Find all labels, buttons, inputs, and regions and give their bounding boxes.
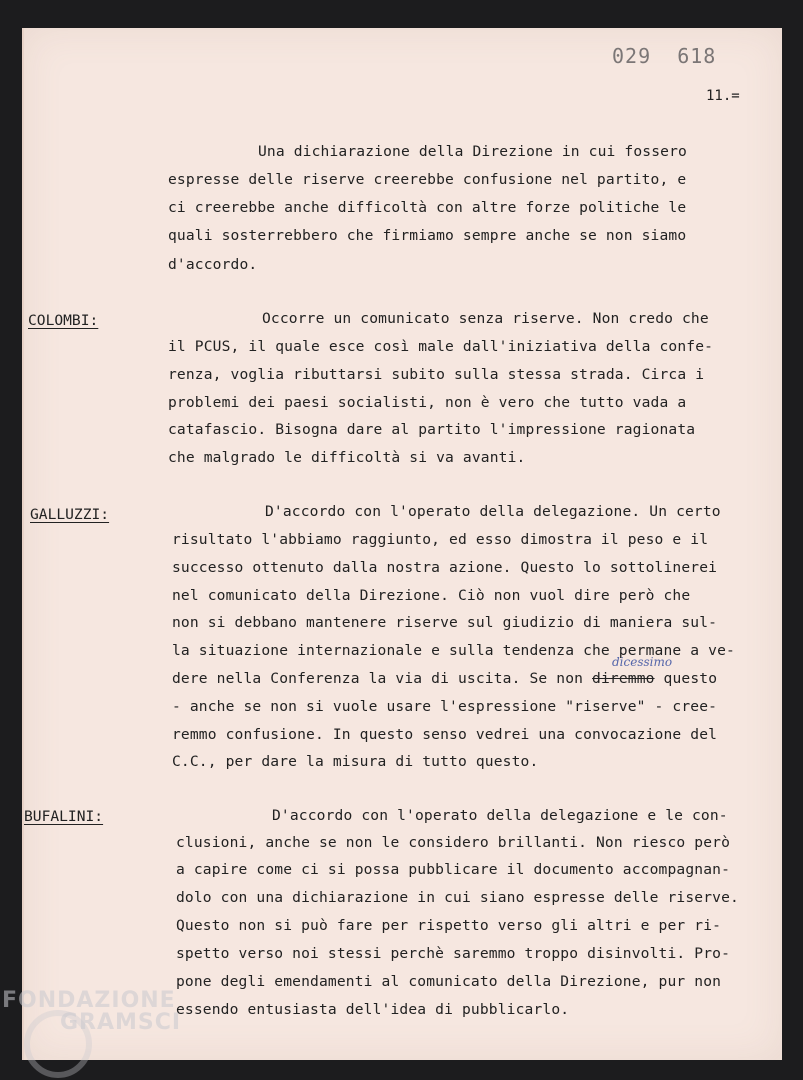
text-line: essendo entusiasta dell'idea di pubblicarlo. xyxy=(176,1001,570,1018)
handwritten-correction: dicessimo xyxy=(612,655,673,669)
text-line: d'accordo. xyxy=(168,256,258,273)
text-line: catafascio. Bisogna dare al partito l'impressione ragionata xyxy=(168,421,696,438)
text-line: risultato l'abbiamo raggiunto, ed esso dimostra il peso e il xyxy=(172,531,709,548)
text-line: che malgrado le difficoltà si va avanti. xyxy=(168,449,526,466)
text-segment: questo xyxy=(654,670,718,687)
speaker-label-galluzzi: GALLUZZI: xyxy=(30,506,110,523)
text-line: il PCUS, il quale esce così male dall'iniziativa della confe- xyxy=(168,338,714,355)
text-line: Occorre un comunicato senza riserve. Non credo che xyxy=(262,310,709,327)
text-line: D'accordo con l'operato della delegazione e le con- xyxy=(272,807,728,824)
text-segment: dere nella Conferenza la via di uscita. Se non xyxy=(172,670,593,687)
text-line: spetto verso noi stessi perchè saremmo troppo disinvolti. Pro- xyxy=(176,945,731,962)
page-number: 11.= xyxy=(706,88,740,104)
text-line xyxy=(172,670,717,687)
text-line: remmo confusione. In questo senso vedrei una convocazione del xyxy=(172,726,718,743)
text-line: successo ottenuto dalla nostra azione. Questo lo sottolinerei xyxy=(172,559,718,576)
text-line: a capire come ci si possa pubblicare il documento accompagnan- xyxy=(176,861,731,878)
archive-number: 029 618 xyxy=(612,44,717,68)
struck-word: diremmo xyxy=(592,670,655,687)
text-line: ci creerebbe anche difficoltà con altre forze politiche le xyxy=(168,199,687,216)
speaker-label-colombi: COLOMBI: xyxy=(28,312,99,329)
text-line: espresse delle riserve creerebbe confusione nel partito, e xyxy=(168,171,687,188)
text-line: problemi dei paesi socialisti, non è vero che tutto vada a xyxy=(168,394,687,411)
text-line: D'accordo con l'operato della delegazione. Un certo xyxy=(265,503,721,520)
text-line: dolo con una dichiarazione in cui siano espresse delle riserve. xyxy=(176,889,739,906)
text-line: pone degli emendamenti al comunicato della Direzione, pur non xyxy=(176,973,722,990)
text-line: C.C., per dare la misura di tutto questo. xyxy=(172,753,539,770)
text-line: quali sosterrebbero che firmiamo sempre anche se non siamo xyxy=(168,227,687,244)
watermark-line-2: GRAMSCI xyxy=(60,1010,182,1035)
text-line: la situazione internazionale e sulla tendenza che permane a ve- xyxy=(172,642,735,659)
text-line: nel comunicato della Direzione. Ciò non vuol dire però che xyxy=(172,587,691,604)
text-line: Una dichiarazione della Direzione in cui fossero xyxy=(258,143,687,160)
text-line: Questo non si può fare per rispetto verso gli altri e per ri- xyxy=(176,917,722,934)
text-line: non si debbano mantenere riserve sul giudizio di maniera sul- xyxy=(172,614,718,631)
speaker-label-bufalini: BUFALINI: xyxy=(24,808,104,825)
watermark-logo xyxy=(2,990,181,1034)
text-line: clusioni, anche se non le considero brillanti. Non riesco però xyxy=(176,834,731,851)
watermark-line-1: FONDAZIONE xyxy=(2,988,176,1013)
text-line: - anche se non si vuole usare l'espressione "riserve" - cree- xyxy=(172,698,718,715)
text-line: renza, voglia ributtarsi subito sulla stessa strada. Circa i xyxy=(168,366,705,383)
